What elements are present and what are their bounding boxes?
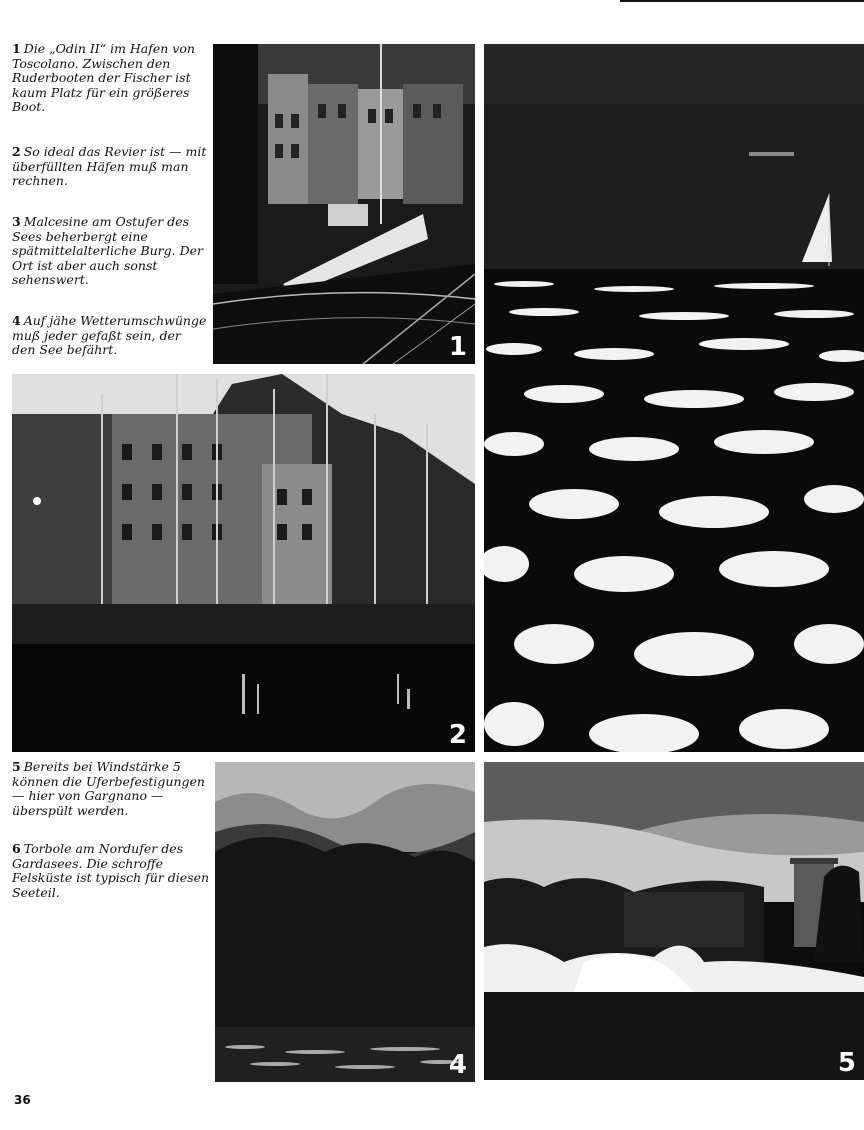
caption-text: Torbole am Nordufer des Gardasees. Die schroffe Felsküste ist typisch für diesen Seeteil. bbox=[12, 841, 210, 900]
caption-text: Bereits bei Windstärke 5 können die Uferbefestigungen — hier von Gargnano — überspült werden. bbox=[12, 759, 205, 818]
photo-lake-sparkle bbox=[484, 44, 864, 752]
photo-number: 4 bbox=[448, 1050, 467, 1080]
caption-5 bbox=[12, 760, 212, 818]
page-number: 36 bbox=[14, 1093, 31, 1107]
top-rule bbox=[620, 0, 864, 2]
caption-number: 6 bbox=[12, 841, 21, 856]
photo-number: 5 bbox=[837, 1048, 856, 1078]
caption-number: 2 bbox=[12, 144, 21, 159]
caption-6 bbox=[12, 842, 212, 900]
caption-3 bbox=[12, 215, 207, 288]
photo-gargnano-waves bbox=[484, 762, 864, 1080]
caption-number: 4 bbox=[12, 313, 21, 328]
caption-1 bbox=[12, 42, 207, 115]
photo-harbour-toscolano bbox=[213, 44, 475, 364]
photo-number: 1 bbox=[448, 332, 467, 362]
photo-number: 2 bbox=[448, 720, 467, 750]
caption-text: Malcesine am Ostufer des Sees beherbergt eine spätmittelalterliche Burg. Der Ort ist aber auch sonst sehenswert. bbox=[12, 214, 204, 287]
caption-number: 3 bbox=[12, 214, 21, 229]
photo-malcesine bbox=[12, 374, 475, 752]
caption-number: 5 bbox=[12, 759, 21, 774]
caption-text: Auf jähe Wetterumschwünge muß jeder gefaßt sein, der den See befährt. bbox=[12, 313, 207, 357]
caption-number: 1 bbox=[12, 41, 21, 56]
caption-2 bbox=[12, 145, 207, 189]
caption-text: So ideal das Revier ist — mit überfüllten Häfen muß man rechnen. bbox=[12, 144, 207, 188]
photo-storm-clouds bbox=[215, 762, 475, 1082]
caption-4 bbox=[12, 314, 207, 358]
caption-text: Die „Odin II“ im Hafen von Toscolano. Zwischen den Ruderbooten der Fischer ist kaum Platz für ein größeres Boot. bbox=[12, 41, 195, 114]
